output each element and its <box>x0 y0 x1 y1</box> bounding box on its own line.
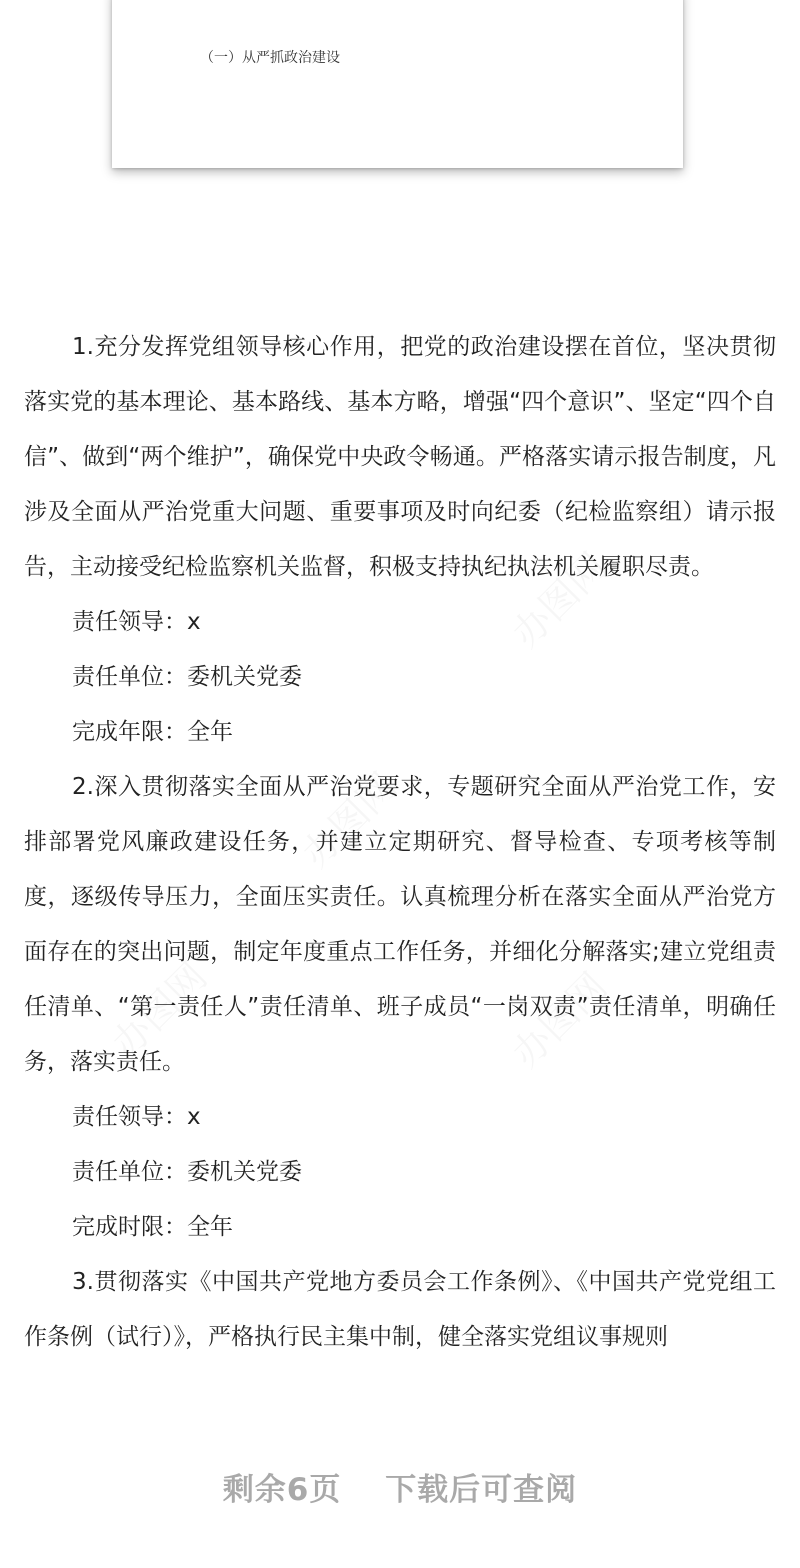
document-preview-card <box>112 0 683 168</box>
paragraph-body: 3.贯彻落实《中国共产党地方委员会工作条例》、《中国共产党党组工作条例（试行）》，严格执行民主集中制，健全落实党组议事规则 <box>24 1269 776 1350</box>
read-more-banner[interactable] <box>0 1460 800 1520</box>
preview-section-heading: （一）从严抓政治建设 <box>200 50 340 66</box>
download-hint-label[interactable]: 下载后可查阅 <box>385 1472 578 1508</box>
responsible-leader: 责任领导：x <box>72 1104 201 1130</box>
paragraph-body: 1.充分发挥党组领导核心作用，把党的政治建设摆在首位，坚决贯彻落实党的基本理论、基本路线、基本方略，增强“四个意识”、坚定“四个自信”、做到“两个维护”，确保党中央政令畅通。严格落实请示报告制度，凡涉及全面从严治党重大问题、重要事项及时向纪委（纪检监察组）请示报告，主动接受纪检监察机关监督，积极支持执纪执法机关履职尽责。 <box>24 334 776 580</box>
responsible-leader: 责任领导：x <box>72 609 201 635</box>
document-body <box>24 320 776 1365</box>
responsible-unit: 责任单位：委机关党委 <box>72 1159 302 1185</box>
remaining-pages-label[interactable]: 剩余6页 <box>222 1472 342 1508</box>
completion-deadline: 完成年限：全年 <box>72 719 233 745</box>
responsible-unit: 责任单位：委机关党委 <box>72 664 302 690</box>
paragraph-body: 2.深入贯彻落实全面从严治党要求，专题研究全面从严治党工作，安排部署党风廉政建设任务，并建立定期研究、督导检查、专项考核等制度，逐级传导压力，全面压实责任。认真梳理分析在落实全面从严治党方面存在的突出问题，制定年度重点工作任务，并细化分解落实;建立党组责任清单、“第一责任人”责任清单、班子成员“一岗双责”责任清单，明确任务，落实责任。 <box>24 774 776 1075</box>
completion-deadline: 完成时限：全年 <box>72 1214 233 1240</box>
